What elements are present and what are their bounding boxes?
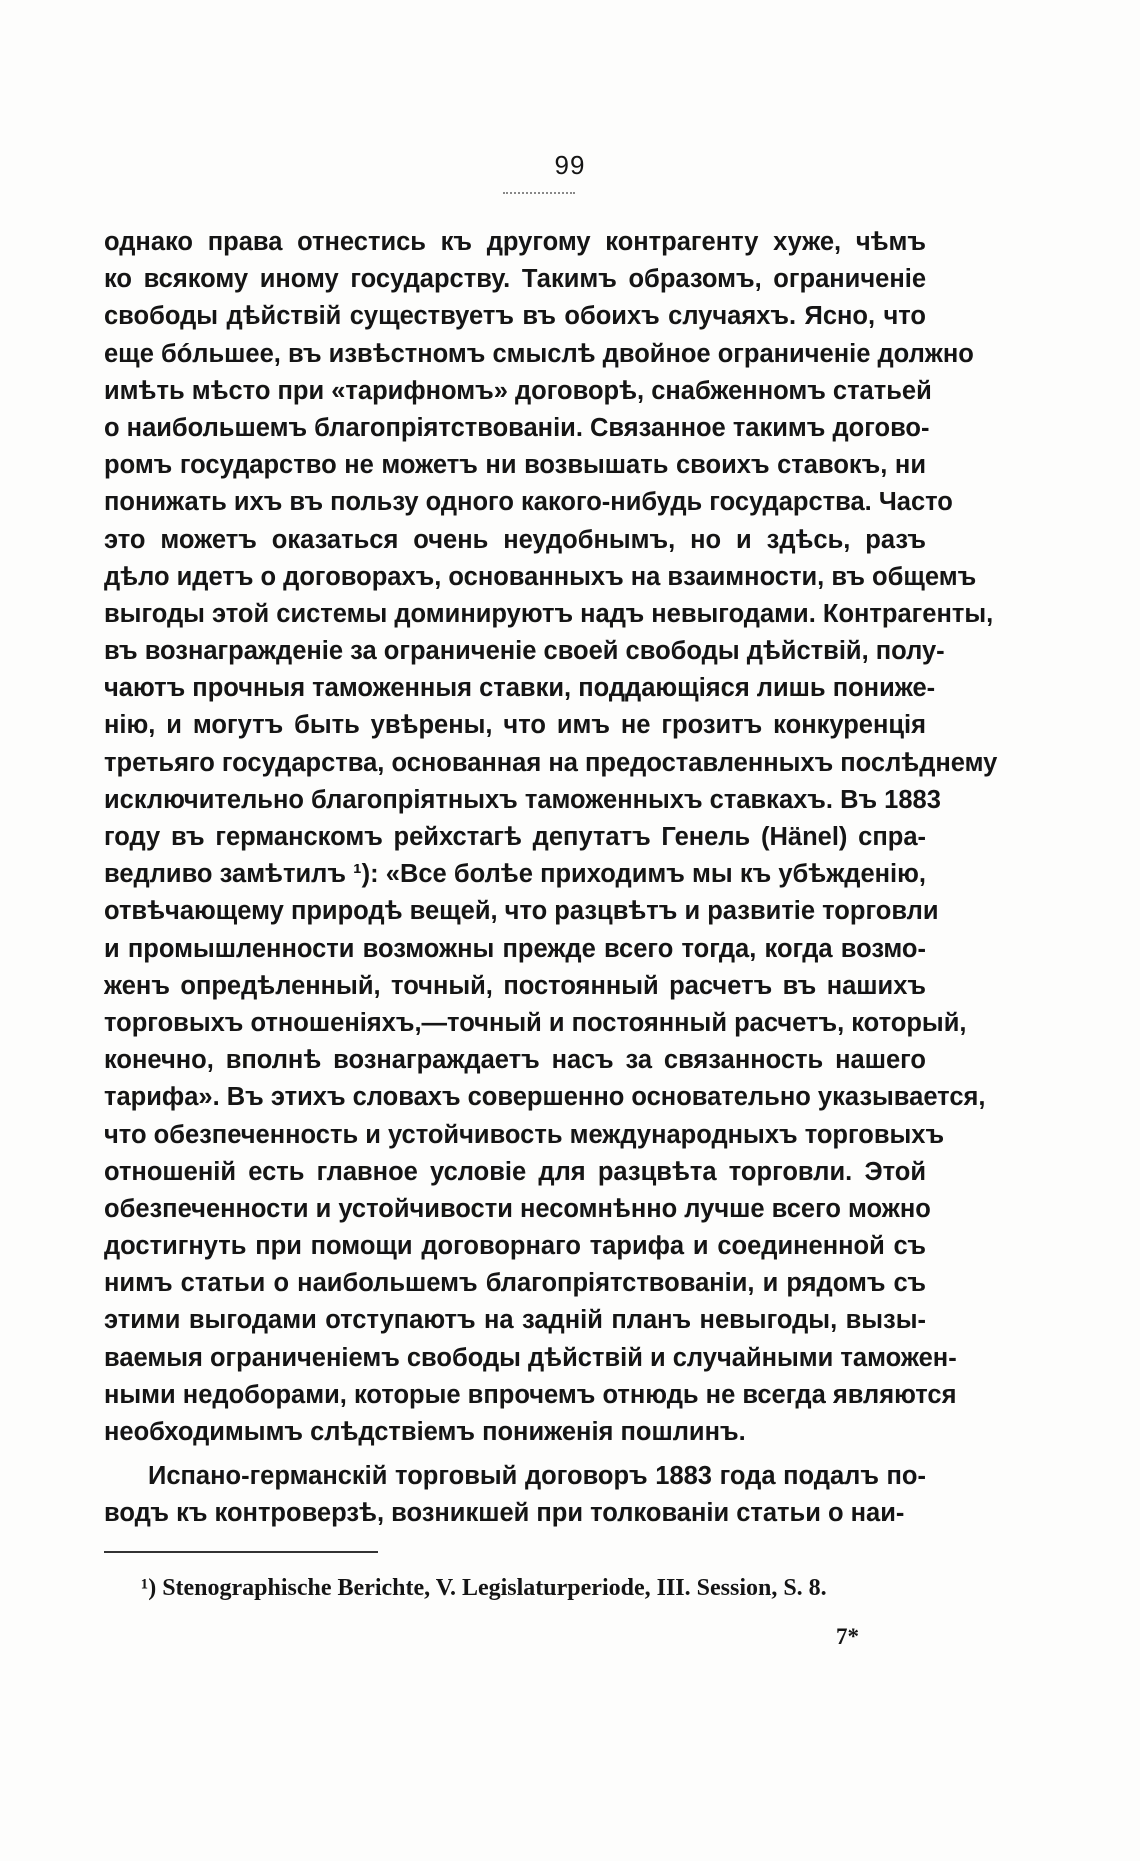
text-line: ваемыя ограниченіемъ свободы дѣйствій и случайными таможен- [104,1343,957,1372]
text-line: женъ опредѣленный, точный, постоянный расчетъ въ нашихъ [104,971,926,1000]
page-number: 99 [554,150,586,180]
text-line: выгоды этой системы доминируютъ надъ невыгодами. Контрагенты, [104,599,994,628]
text-line: отношеній есть главное условіе для разцвѣта торговли. Этой [104,1157,926,1186]
text-line: еще бóльшее, въ извѣстномъ смыслѣ двойное ограниченіе должно [104,339,974,368]
paragraph-1 [104,224,998,1451]
text-line: достигнуть при помощи договорнаго тарифа и соединенной съ [104,1232,926,1261]
text-line: водъ къ контроверзѣ, возникшей при толкованіи статьи о наи- [104,1499,905,1528]
text-line: имѣть мѣсто при «тарифномъ» договорѣ, снабженномъ статьей [104,376,932,405]
text-line: обезпеченности и устойчивости несомнѣнно лучше всего можно [104,1194,931,1223]
page-number-rule [503,192,575,194]
footnote-separator [104,1551,378,1553]
text-line: однако права отнестись къ другому контрагенту хуже, чѣмъ [104,228,926,256]
text-line: чаютъ прочныя таможенныя ставки, поддающіяся лишь пониже- [104,674,936,703]
text-line: въ вознагражденіе за ограниченіе своей свободы дѣйствій, полу- [104,637,945,666]
text-line: исключительно благопріятныхъ таможенныхъ ставкахъ. Въ 1883 [104,785,941,814]
text-line: свободы дѣйствій существуетъ въ обоихъ случаяхъ. Ясно, что [104,302,926,331]
text-line: Испано-германскій торговый договоръ 1883 года подалъ по- [148,1462,926,1490]
text-line: отвѣчающему природѣ вещей, что разцвѣтъ и развитіе торговли [104,897,939,926]
footnote: ¹) Stenographische Berichte, V. Legislaturperiode, III. Session, S. 8. [141,1575,827,1601]
text-line: ко всякому иному государству. Такимъ образомъ, ограниченіе [104,265,926,294]
text-line: году въ германскомъ рейхстагѣ депутатъ Генель (Hänel) спра- [104,823,926,851]
text-line: необходимымъ слѣдствіемъ пониженія пошлинъ. [104,1418,746,1446]
text-line: что обезпеченность и устойчивость международныхъ торговыхъ [104,1120,945,1149]
text-line: этими выгодами отступаютъ на заднiй планъ невыгоды, вызы- [104,1306,926,1335]
text-line: нію, и могутъ быть увѣрены, что имъ не грозитъ конкуренція [104,711,926,740]
text-line: и промышленности возможны прежде всего тогда, когда возмо- [104,934,926,963]
text-line: торговыхъ отношеніяхъ,—точный и постоянный расчетъ, который, [104,1008,967,1037]
text-line: дѣло идетъ о договорахъ, основанныхъ на взаимности, въ общемъ [104,562,977,591]
text-line: ными недоборами, которые впрочемъ отнюдь не всегда являются [104,1380,957,1409]
text-line: тарифа». Въ этихъ словахъ совершенно основательно указывается, [104,1083,986,1112]
printer-signature-mark: 7* [836,1624,859,1649]
text-line: конечно, вполнѣ вознаграждаетъ насъ за связанность нашего [104,1046,926,1075]
text-line: ведливо замѣтилъ ¹): «Все болѣе приходимъ мы къ убѣжденію, [104,860,926,889]
text-line: это можетъ оказаться очень неудобнымъ, но и здѣсь, разъ [104,525,926,554]
text-line: ромъ государство не можетъ ни возвышать своихъ ставокъ, ни [104,451,926,480]
paragraph-2 [104,1458,926,1532]
text-line: третьяго государства, основанная на предоставленныхъ послѣднему [104,748,998,777]
text-line: о наибольшемъ благопріятствованіи. Связанное такимъ догово- [104,413,930,442]
text-line: нимъ статьи о наибольшемъ благопріятствованіи, и рядомъ съ [104,1269,926,1298]
text-line: понижать ихъ въ пользу одного какого-нибудь государства. Часто [104,488,953,517]
